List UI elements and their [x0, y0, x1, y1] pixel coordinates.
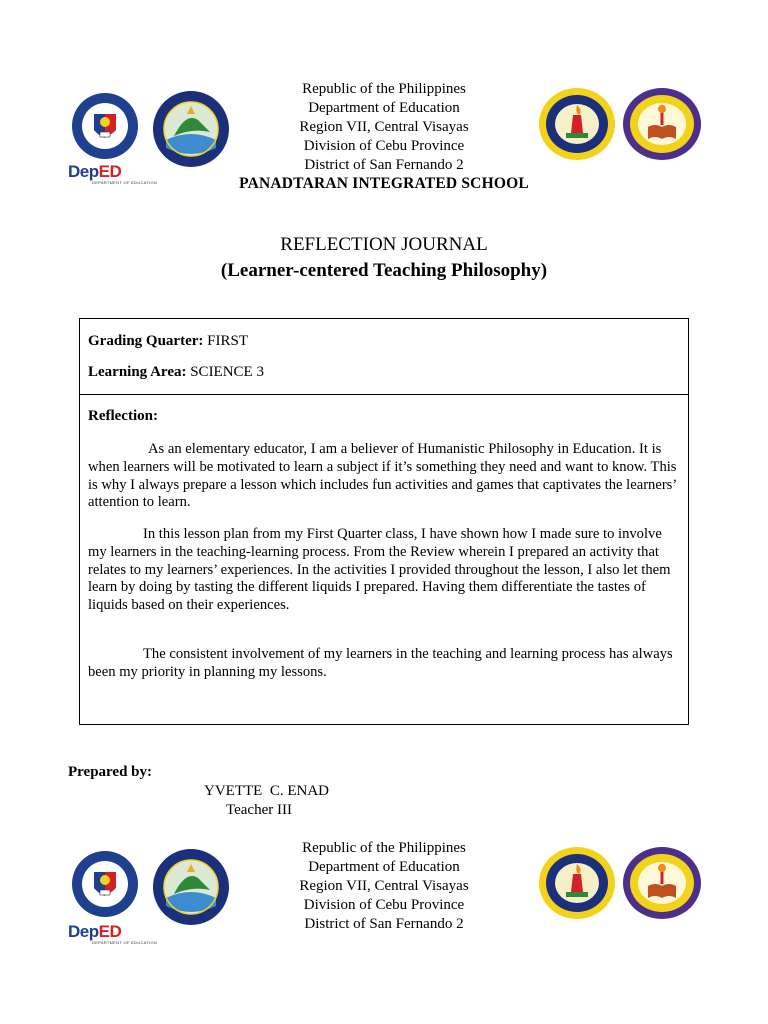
deped-seal-logo — [66, 92, 144, 160]
grading-quarter-value: FIRST — [207, 333, 249, 349]
prepared-by-label: Prepared by: — [68, 764, 153, 780]
cebu-division-seal-logo-footer — [152, 848, 230, 926]
reflection-label: Reflection: — [88, 408, 158, 424]
cebu-division-seal-logo — [152, 90, 230, 168]
school-seal-logo-footer — [622, 846, 702, 920]
footer-line-district: District of San Fernando 2 — [304, 916, 464, 932]
district-seal-logo — [538, 87, 616, 161]
footer-line-division: Division of Cebu Province — [303, 897, 465, 913]
grading-quarter-field — [88, 333, 248, 350]
header-line-district: District of San Fernando 2 — [304, 157, 464, 173]
preparer-position: Teacher III — [226, 802, 292, 818]
header-line-division: Division of Cebu Province — [303, 138, 465, 154]
deped-wordmark-footer: DepED — [68, 922, 122, 941]
footer-line-department: Department of Education — [308, 859, 460, 875]
district-seal-logo-footer — [538, 846, 616, 920]
journal-subtitle: (Learner-centered Teaching Philosophy) — [220, 260, 548, 281]
learning-area-value: SCIENCE 3 — [190, 364, 264, 380]
preparer-name: YVETTE C. ENAD — [204, 783, 329, 799]
reflection-paragraph-3: The consistent involvement of my learners in the teaching and learning process has always been my priority in planning my lessons. — [88, 646, 673, 680]
learning-area-label: Learning Area: — [88, 364, 187, 380]
header-line-department: Department of Education — [308, 100, 460, 116]
footer-line-region: Region VII, Central Visayas — [299, 878, 469, 894]
learning-area-field — [88, 364, 264, 381]
school-seal-logo — [622, 87, 702, 161]
school-name: PANADTARAN INTEGRATED SCHOOL — [239, 175, 529, 192]
deped-wordmark-sub-footer: DEPARTMENT OF EDUCATION — [92, 940, 158, 945]
journal-title: REFLECTION JOURNAL — [280, 234, 488, 255]
reflection-paragraph-2: In this lesson plan from my First Quarter class, I have shown how I made sure to involve my learners in the teaching-learning process. From the Review wherein I prepared an activity that relates to my learners’ experiences. In the activities I provided throughout the lesson, I also let them learn by doing by tasting the different liquids I prepared. Having them differentiate the tastes of liquids based on their experiences. — [88, 526, 671, 614]
header-line-region: Region VII, Central Visayas — [299, 119, 469, 135]
footer-line-republic: Republic of the Philippines — [302, 840, 466, 856]
info-box — [79, 318, 689, 395]
deped-wordmark-sub: DEPARTMENT OF EDUCATION — [92, 180, 158, 185]
reflection-paragraph-1: As an elementary educator, I am a believer of Humanistic Philosophy in Education. It is when learners will be motivated to learn a subject if it’s something they need and want to know. This is why I always prepare a lesson which includes fun activities and games that captivates the learners’ attention to learn. — [88, 441, 677, 511]
header-line-republic: Republic of the Philippines — [302, 81, 466, 97]
grading-quarter-label: Grading Quarter: — [88, 333, 204, 349]
deped-seal-logo-footer — [66, 850, 144, 918]
deped-wordmark: DepED — [68, 162, 122, 181]
